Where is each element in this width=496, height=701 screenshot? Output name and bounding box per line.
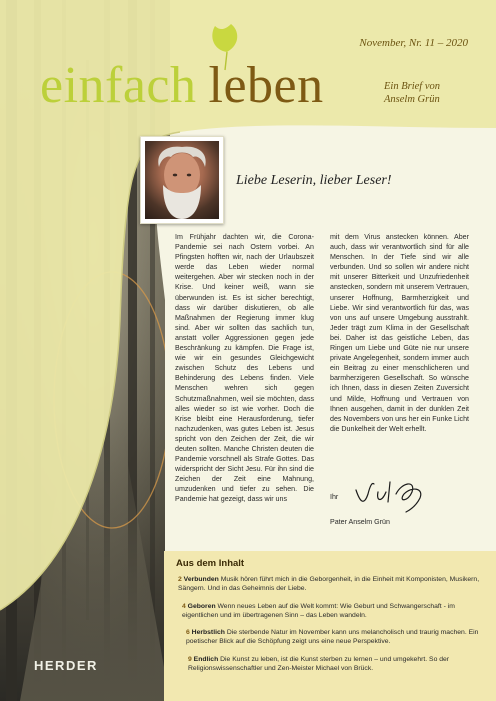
subtitle-line-2: Anselm Grün: [384, 94, 440, 105]
letter-column-2: mit dem Virus anstecken können. Aber auch, dass wir verantwortlich sind für alle Menschen. In der Tiefe sind wir alle verbunden. Und so sollen wir andere nicht mit unserer Bitterkeit und Unzufriedenheit anstecken, sondern mit unserem Vertrauen, unserer Hoffnung, Barmherzigkeit und Liebe. Wir sind verantwortlich für das, was von uns auf unsere Umgebung ausstrahlt. Jeder trägt zum Klima in der Gesellschaft bei. Daher ist das geistliche Leben, das Ringen um Liebe und Güte nie nur unsere private Angelegenheit, sondern immer auch ein Beitrag zu einer menschlicheren und barmherzigeren Gesellschaft. So wünsche ich Ihnen, dass in diesen Zeiten Zuversicht und Milde, Hoffnung und Vertrauen von Ihnen ausgehen, damit in der dunklen Zeit des Novembers von uns her ein Funke Licht die Dunkelheit der Welt erhellt.: [330, 233, 469, 433]
subtitle-line-1: Ein Brief von: [384, 81, 440, 92]
letter-column-1: Im Frühjahr dachten wir, die Corona-Pandemie sei nach Ostern vorbei. An Pfingsten hofften wir, nach der Urlaubszeit werde das Leben wieder normal weitergehen. Aber wir stecken noch in der Krise. Und keiner weiß, wann sie überwunden ist. Es ist sicher berechtigt, dass wir darüber diskutieren, ob alle Maßnahmen der Regierung immer klug sind. Aber wir sollten das sachlich tun, anstatt voller Aggressionen gegen jede Beschränkung zu kämpfen. Die Frage ist, wie wir ein gesundes Gleichgewicht zwischen Schutz des Lebens und Behinderung des Lebens finden. Viele Menschen wehren sich gegen Schutzmaßnahmen, weil sie möchten, dass alles wieder so ist wie vorher. Doch die Krise bleibt eine Herausforderung, tiefer nachzudenken, was gutes Leben ist. Jesus spricht von den Zeichen der Zeit, die wir deuten sollten. Manche Christen deuten die Pandemie vorschnell als Strafe Gottes. Das widerspricht der Sicht Jesu. Für ihn sind die Zeichen der Zeit eine Mahnung, umzudenken und tiefer zu sehen. Die Pandemie hat gezeigt, dass wir uns: [175, 233, 314, 504]
logo-word-einfach: einfach: [40, 57, 197, 114]
contents-item-keyword: Verbunden: [183, 576, 219, 583]
contents-item-text: Die sterbende Natur im November kann uns melancholisch und traurig machen. Ein poetischer Blick auf die Schöpfung zeigt uns eine neue Perspektive.: [186, 629, 479, 646]
masthead-subtitle: [384, 80, 440, 106]
publisher-logo: HERDER: [34, 658, 98, 673]
newsletter-logo: [40, 56, 324, 116]
logo-word-leben: leben: [208, 57, 324, 114]
contents-item-page: 4: [182, 603, 186, 610]
author-portrait: [140, 136, 224, 224]
contents-title: Aus dem Inhalt: [176, 558, 245, 569]
contents-item-text: Die Kunst zu leben, ist die Kunst sterben zu lernen – und umgekehrt. So der Religionswissenschaftler und Zen-Meister Michael von Brück.: [188, 656, 450, 673]
letter-greeting: Liebe Leserin, lieber Leser!: [236, 173, 392, 188]
contents-item-keyword: Herbstlich: [191, 629, 225, 636]
contents-item: [178, 655, 494, 674]
contents-item-page: 6: [186, 629, 190, 636]
contents-item: [178, 628, 492, 647]
contents-item: [178, 602, 488, 621]
contents-item: [178, 575, 484, 594]
contents-item-keyword: Geboren: [187, 603, 216, 610]
contents-item-text: Wenn neues Leben auf die Welt kommt: Wie Geburt und Schwangerschaft - im eigentlichen und im übertragenen Sinn – das Leben wandeln.: [182, 603, 455, 620]
signer-name: Pater Anselm Grün: [330, 518, 390, 526]
contents-box: [164, 551, 496, 701]
contents-item-page: 9: [188, 656, 192, 663]
issue-date: November, Nr. 11 – 2020: [359, 37, 468, 49]
contents-item-page: 2: [178, 576, 182, 583]
contents-item-text: Musik hören führt mich in die Geborgenheit, in die Einheit mit Komponisten, Musikern, Sängern. Und in das Geheimnis der Liebe.: [178, 576, 480, 593]
handwritten-signature: [346, 472, 456, 514]
letter-closing: Ihr: [330, 493, 339, 501]
contents-item-keyword: Endlich: [193, 656, 219, 663]
